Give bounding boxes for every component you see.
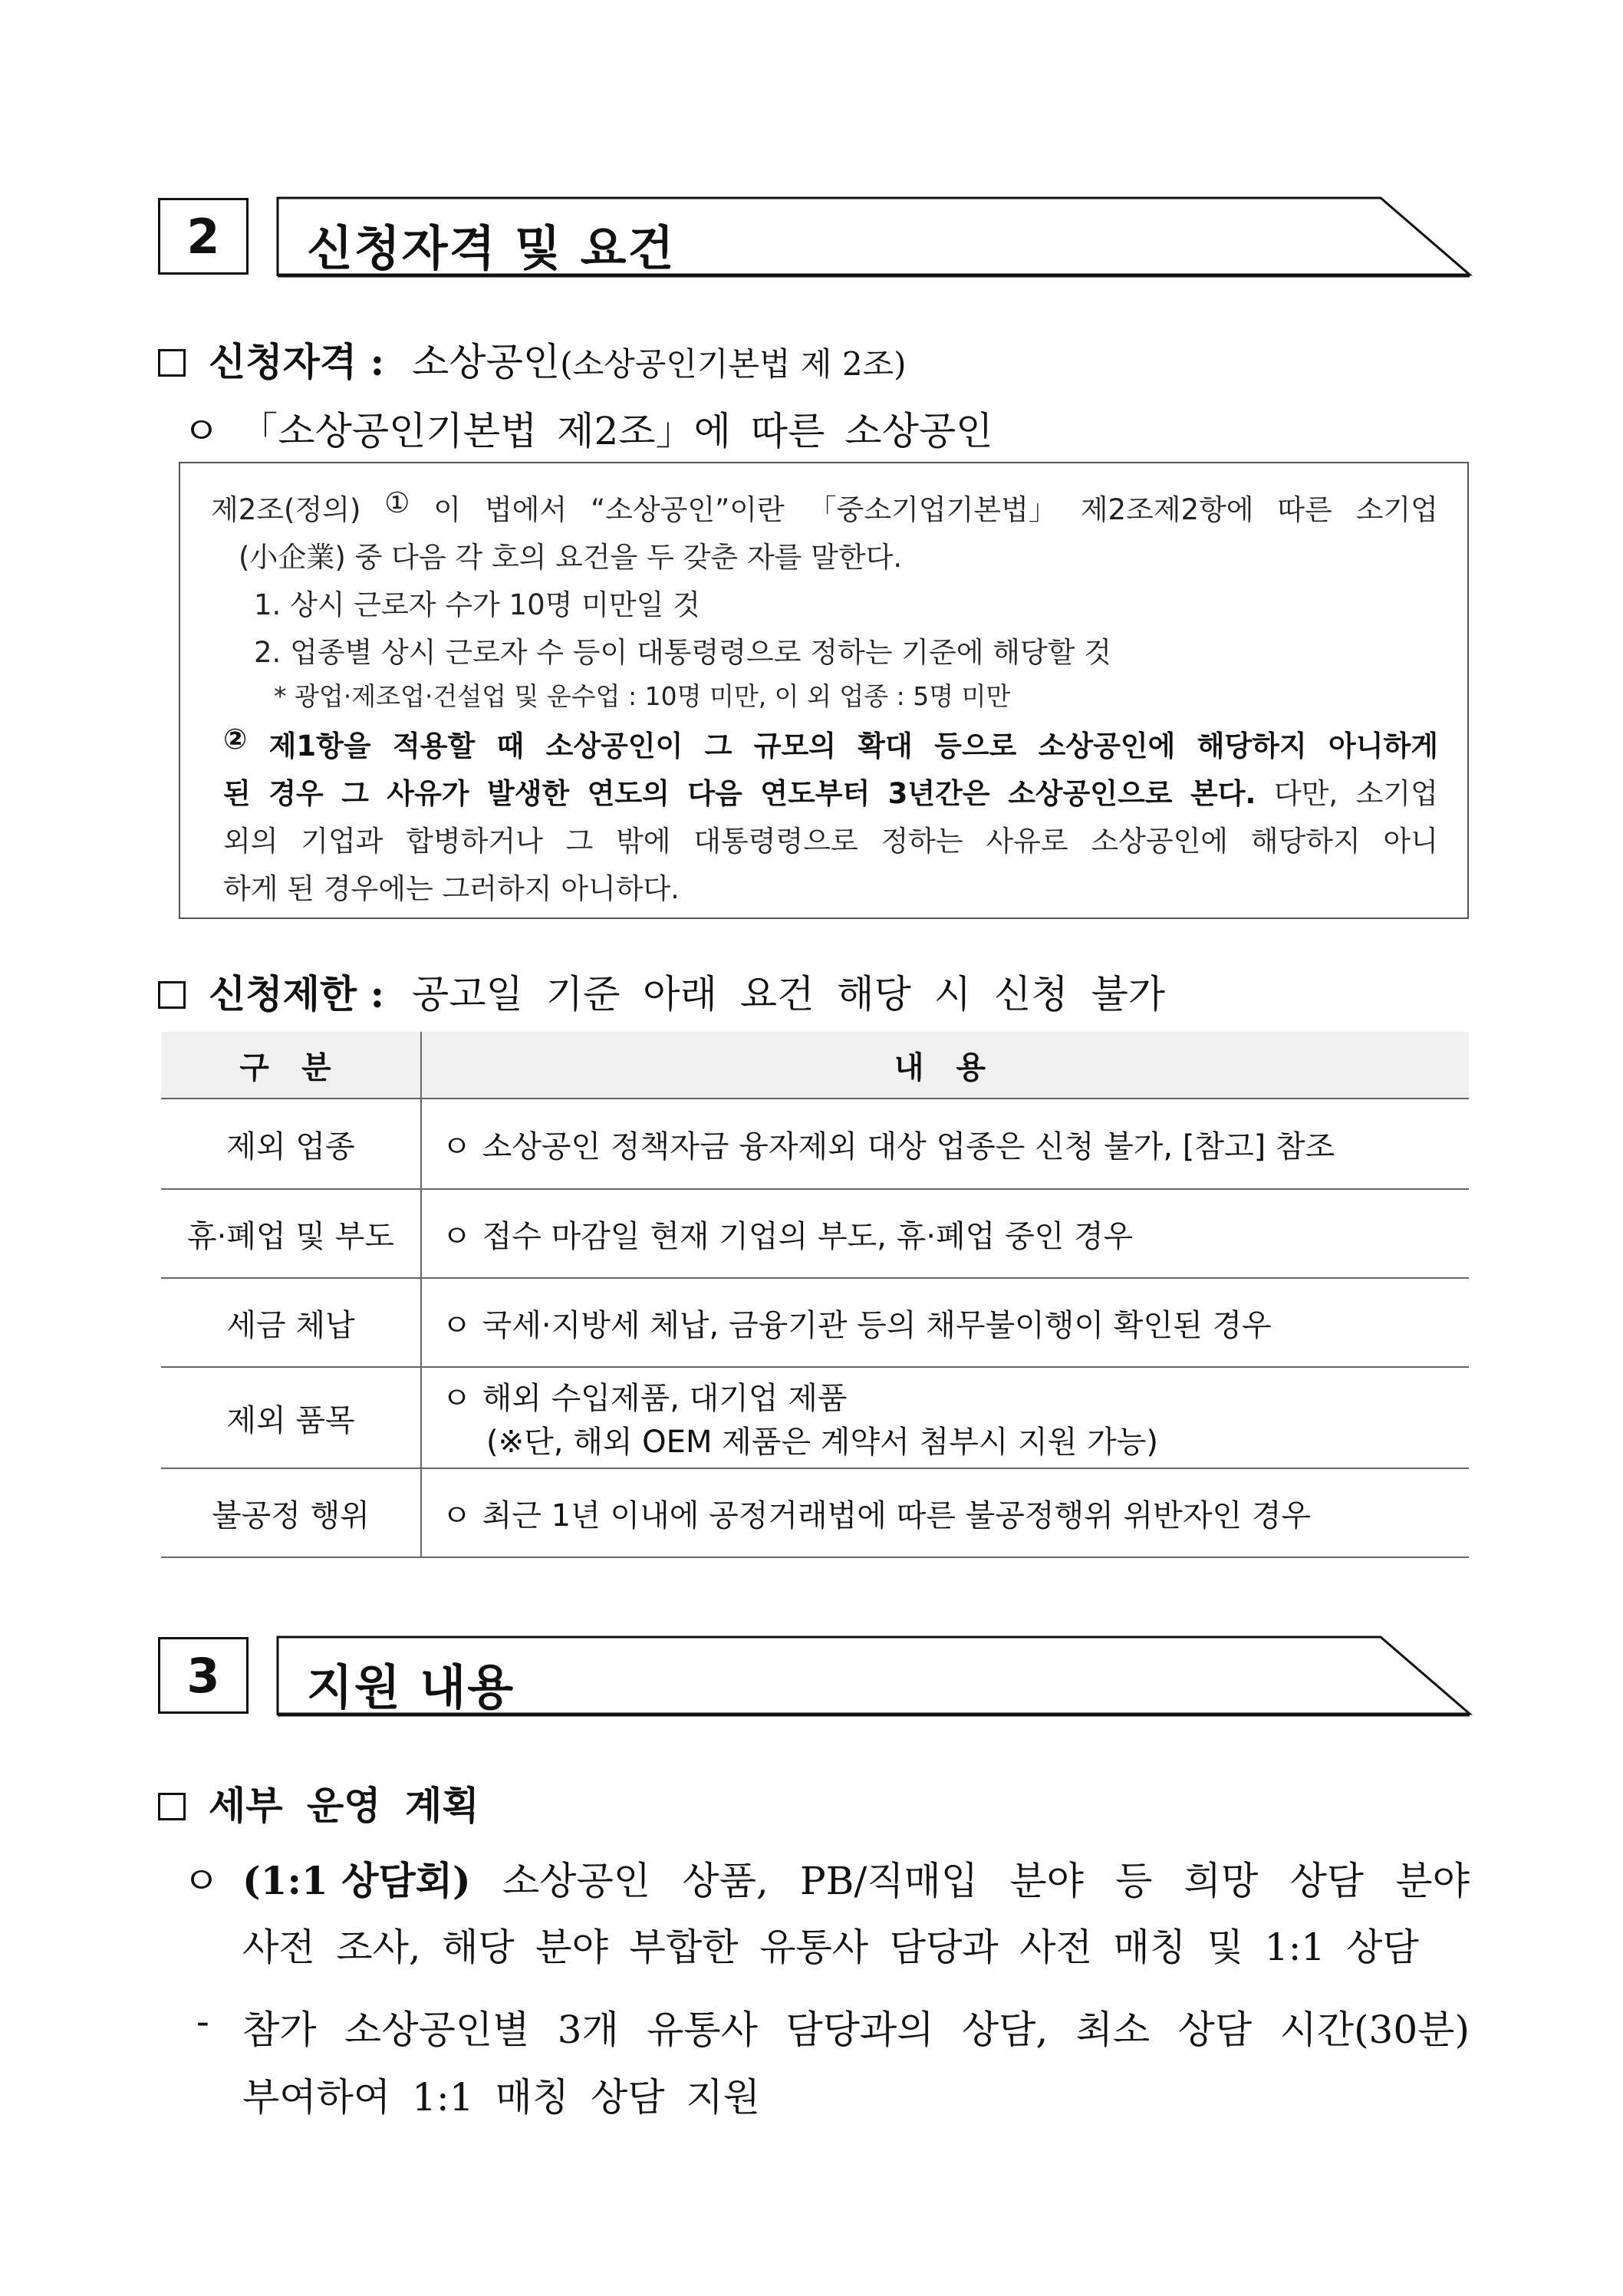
row-content-text: 소상공인 정책자금 융자제외 대상 업종은 신청 불가, [참고] 참조 — [482, 1128, 1335, 1164]
plan-word: 상담, — [961, 2008, 1049, 2052]
law-word: 기업과 — [301, 825, 384, 858]
law-word: 그 — [704, 730, 732, 763]
plan-dash-line-1 — [242, 1999, 1470, 2054]
row-category: 세금 체납 — [161, 1279, 422, 1366]
plan-word: 분야 — [1395, 1859, 1470, 1903]
plan-word: 시간(30분) — [1279, 2008, 1470, 2052]
plan-word: 상품, — [682, 1859, 769, 1903]
bullet-icon: ㅇ — [442, 1128, 472, 1164]
law-word: 등으로 — [934, 730, 1017, 763]
law-word: 규모의 — [753, 730, 836, 763]
law-word: 때 — [496, 730, 525, 763]
section-number: 3 — [158, 1637, 249, 1714]
law-word: 제2조(정의) — [211, 493, 361, 526]
plan-item-bullet: ㅇ — [183, 1859, 220, 1903]
restriction-heading — [158, 964, 1165, 1019]
law-word: 다만, — [1273, 777, 1338, 810]
table-row — [161, 1469, 1469, 1558]
law-word: 소기업 — [1355, 493, 1438, 526]
row-content — [422, 1279, 1469, 1366]
plan-item-label: (1:1 상담회) — [242, 1858, 471, 1903]
restriction-label: 신청제한 : — [209, 971, 385, 1016]
row-category: 휴·폐업 및 부도 — [161, 1190, 422, 1277]
eligibility-heading — [158, 331, 907, 387]
law-word: 따른 — [1277, 493, 1332, 526]
bullet-icon: ㅇ — [442, 1381, 472, 1416]
law-line-1 — [211, 486, 1438, 528]
law-word: 그 — [565, 825, 594, 858]
plan-word: 등 — [1115, 1859, 1153, 1903]
law-word: 이 — [433, 493, 462, 526]
law-word: 대통령령으로 — [693, 825, 858, 858]
section-title-box — [276, 1636, 1473, 1720]
bullet-icon: ㅇ — [442, 1218, 472, 1254]
eligibility-label: 신청자격 : — [209, 339, 385, 384]
law-word: 합병하거나 — [406, 825, 543, 858]
law-word: 된 — [223, 777, 251, 810]
plan-item-line-1 — [242, 1850, 1470, 1906]
table-row — [161, 1368, 1469, 1469]
law-word: 다음 — [687, 777, 742, 810]
law-word: 확대 — [858, 730, 913, 763]
plan-word: 소상공인별 — [344, 2008, 530, 2052]
law-word: 해당하지 — [1250, 825, 1361, 858]
row-content — [422, 1099, 1469, 1188]
plan-word: 상담 — [1289, 1859, 1365, 1903]
section-title: 지원 내용 — [307, 1659, 515, 1715]
law-word: 외의 — [223, 825, 278, 858]
law-para2-line-4: 하게 된 경우에는 그러하지 아니하다. — [223, 872, 680, 905]
plan-word: 참가 — [242, 2008, 317, 2052]
law-word: 경우 — [268, 777, 324, 810]
bullet-icon: ㅇ — [442, 1307, 472, 1343]
law-word: 밖에 — [616, 825, 671, 858]
checkbox-square-icon — [158, 1793, 186, 1820]
law-word: 법에서 — [484, 493, 568, 526]
plan-dash: - — [196, 1999, 209, 2044]
law-word: 「중소기업기본법」 — [808, 493, 1057, 526]
law-item-2: 2. 업종별 상시 근로자 수 등이 대통령령으로 정하는 기준에 해당할 것 — [254, 636, 1111, 669]
row-content-text: 국세·지방세 체납, 금융기관 등의 채무불이행이 확인된 경우 — [482, 1307, 1272, 1343]
plan-heading — [158, 1775, 479, 1830]
section-title-box — [276, 196, 1473, 281]
row-category: 제외 품목 — [161, 1368, 422, 1468]
eligibility-text: 소상공인 — [411, 340, 561, 384]
row-content-text: 최근 1년 이내에 공정거래법에 따른 불공정행위 위반자인 경우 — [482, 1497, 1312, 1533]
plan-word: 상담 — [1177, 2008, 1253, 2052]
law-word: 소상공인에 — [1038, 730, 1176, 763]
law-word: 연도의 — [587, 777, 670, 810]
table-row — [161, 1279, 1469, 1368]
plan-word: 최소 — [1075, 2008, 1151, 2052]
table-row — [161, 1190, 1469, 1279]
law-word: 소상공인에 — [1091, 825, 1229, 858]
law-word: 본다. — [1190, 777, 1256, 810]
section-number: 2 — [158, 198, 249, 275]
law-word: 정하는 — [881, 825, 963, 858]
law-para2-line-1 — [223, 723, 1438, 764]
row-content — [422, 1190, 1469, 1277]
law-line-2: (小企業) 중 다음 각 호의 요건을 두 갖춘 자를 말한다. — [239, 541, 903, 574]
law-word: 제2조제2항에 — [1080, 493, 1254, 526]
law-word: 제1항을 — [268, 730, 371, 763]
law-para2-line-3 — [223, 818, 1438, 859]
law-word: 3년간은 — [887, 777, 990, 810]
table-row — [161, 1099, 1469, 1190]
plan-word: 3개 — [557, 2008, 619, 2052]
law-word: 소상공인으로 — [1008, 777, 1173, 810]
eligibility-note: (소상공인기본법 제 2조) — [560, 345, 907, 383]
law-word: 적용할 — [392, 730, 476, 763]
law-quote-box — [179, 462, 1469, 919]
header-content: 내 용 — [894, 1049, 997, 1085]
law-word: 소기업 — [1355, 777, 1438, 810]
plan-label: 세부 운영 계획 — [209, 1783, 479, 1828]
plan-word: 담당과의 — [785, 2008, 934, 2052]
plan-word: PB/직매입 — [799, 1859, 979, 1903]
checkbox-square-icon — [158, 981, 186, 1009]
row-content-text: 접수 마감일 현재 기업의 부도, 휴·폐업 중인 경우 — [482, 1218, 1134, 1254]
law-word: ② — [223, 723, 248, 756]
law-word: 해당하지 — [1197, 730, 1307, 763]
row-content-subnote: (※단, 해외 OEM 제품은 계약서 첨부시 지원 가능) — [486, 1425, 1158, 1460]
law-word: 사유로 — [986, 825, 1068, 858]
row-content — [422, 1469, 1469, 1556]
law-word: 발생한 — [486, 777, 570, 810]
restriction-text: 공고일 기준 아래 요건 해당 시 신청 불가 — [411, 972, 1166, 1016]
plan-word: 희망 — [1184, 1859, 1259, 1903]
bullet-icon: ㅇ — [442, 1497, 472, 1533]
law-item-1: 1. 상시 근로자 수가 10명 미만일 것 — [254, 588, 700, 621]
law-word: ① — [384, 486, 410, 519]
row-category: 제외 업종 — [161, 1099, 422, 1188]
law-word: 연도부터 — [760, 777, 871, 810]
row-content-text: 해외 수입제품, 대기업 제품 — [482, 1381, 848, 1416]
plan-word: 분야 — [1009, 1859, 1084, 1903]
checkbox-square-icon — [158, 349, 186, 377]
law-word: 소상공인이 — [545, 730, 683, 763]
law-para2-line-2 — [223, 770, 1438, 812]
header-category: 구 분 — [161, 1032, 422, 1098]
law-note: * 광업·제조업·건설업 및 운수업 : 10명 미만, 이 외 업종 : 5명 미만 — [274, 681, 1011, 711]
plan-word: 유통사 — [647, 2008, 759, 2052]
plan-item-line-2: 사전 조사, 해당 분야 부합한 유통사 담당과 사전 매칭 및 1:1 상담 — [242, 1925, 1419, 1969]
law-word: 아니하게 — [1328, 730, 1438, 763]
row-content — [422, 1368, 1469, 1468]
plan-word: 소상공인 — [502, 1859, 651, 1903]
table-header-row — [161, 1032, 1469, 1099]
law-word: 아니 — [1383, 825, 1438, 858]
law-word: “소상공인”이란 — [590, 493, 785, 526]
plan-dash-line-2: 부여하여 1:1 매칭 상담 지원 — [242, 2075, 761, 2120]
law-word: 사유가 — [387, 777, 469, 810]
law-word: 그 — [341, 777, 369, 810]
section-title: 신청자격 및 요건 — [307, 220, 676, 276]
row-category: 불공정 행위 — [161, 1469, 422, 1556]
eligibility-bullet: ㅇ 「소상공인기본법 제2조」에 따른 소상공인 — [183, 409, 993, 453]
